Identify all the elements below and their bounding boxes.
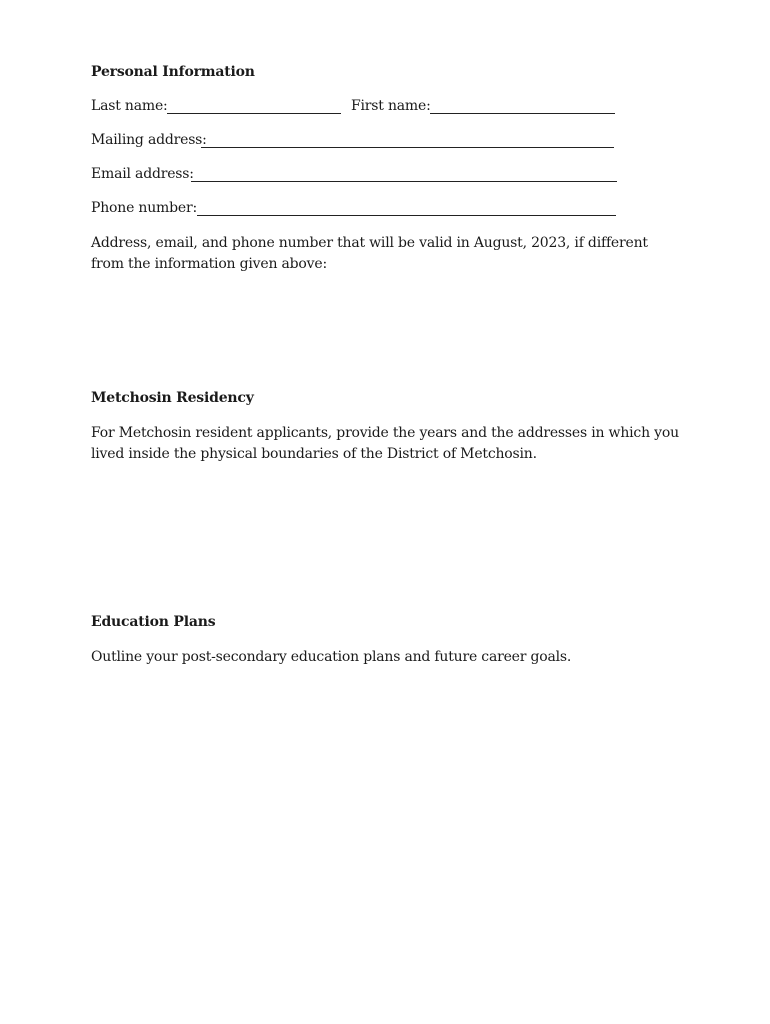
last-name-label: Last name: [91,98,168,114]
email-address-row [91,166,621,186]
phone-number-label: Phone number: [91,200,197,216]
last-name-field[interactable] [167,113,341,114]
phone-number-field[interactable] [197,215,616,216]
mailing-address-row [91,132,621,152]
education-plans-heading: Education Plans [91,614,216,630]
phone-number-row [91,200,621,220]
personal-information-heading: Personal Information [91,64,255,80]
name-row [91,98,621,118]
residency-instructions: For Metchosin resident applicants, provide the years and the addresses in which you lived inside the physical boundaries of the District of Metchosin. [91,425,679,462]
first-name-field[interactable] [430,113,615,114]
email-address-field[interactable] [191,181,617,182]
mailing-address-label: Mailing address: [91,132,207,148]
metchosin-residency-heading: Metchosin Residency [91,390,254,406]
first-name-label: First name: [351,98,431,114]
education-plans-instructions: Outline your post-secondary education plans and future career goals. [91,649,572,665]
email-address-label: Email address: [91,166,194,182]
alternate-contact-instructions: Address, email, and phone number that will be valid in August, 2023, if different from the information given above: [91,235,648,272]
mailing-address-field[interactable] [201,147,614,148]
